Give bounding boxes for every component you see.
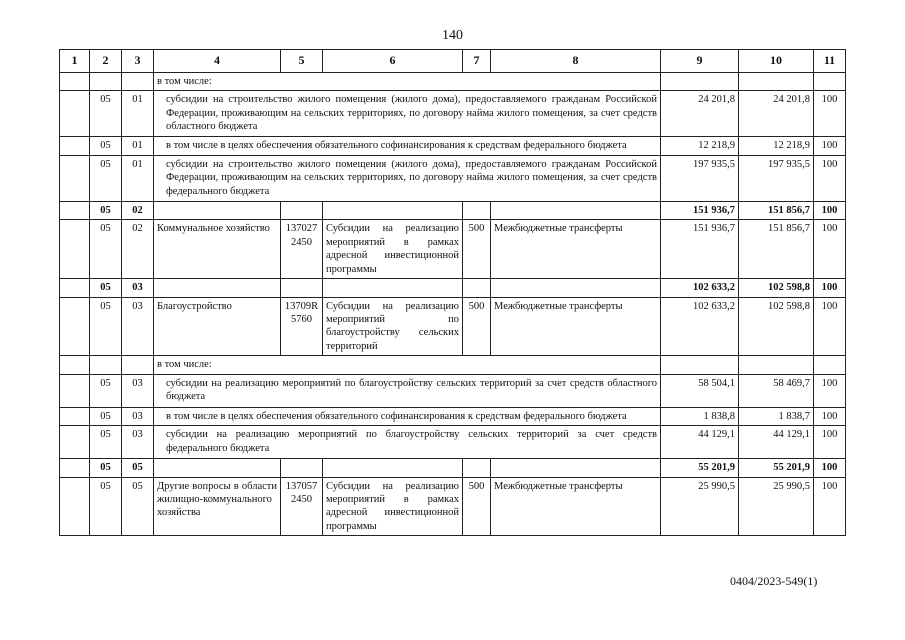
amount-col-10: 24 201,8	[739, 91, 814, 137]
amount-col-9: 12 218,9	[661, 137, 739, 155]
section-code: 05	[90, 477, 122, 536]
header-col-3: 3	[122, 50, 154, 73]
subsection-code: 01	[122, 137, 154, 155]
subsection-code: 03	[122, 426, 154, 459]
subsection-code: 02	[122, 220, 154, 279]
header-col-5: 5	[281, 50, 323, 73]
header-col-11: 11	[814, 50, 846, 73]
expense-type-code: 500	[463, 297, 491, 356]
section-code: 05	[90, 297, 122, 356]
header-col-2: 2	[90, 50, 122, 73]
header-row	[60, 50, 846, 73]
percent-col-11: 100	[814, 137, 846, 155]
percent-col-11: 100	[814, 220, 846, 279]
amount-col-10: 102 598,8	[739, 297, 814, 356]
note-text: в том числе:	[154, 356, 661, 374]
section-name: Другие вопросы в области жилищно-коммунального хозяйства	[154, 477, 281, 536]
table-row	[60, 220, 846, 279]
amount-col-10: 1 838,7	[739, 407, 814, 425]
amount-col-9: 1 838,8	[661, 407, 739, 425]
amount-col-10: 102 598,8	[739, 279, 814, 297]
header-col-9: 9	[661, 50, 739, 73]
percent-col-11: 100	[814, 91, 846, 137]
subtotal-row	[60, 279, 846, 297]
subsection-code: 03	[122, 279, 154, 297]
header-col-1: 1	[60, 50, 90, 73]
table-row	[60, 374, 846, 407]
amount-col-9: 55 201,9	[661, 459, 739, 477]
subsection-code: 03	[122, 374, 154, 407]
amount-col-10: 197 935,5	[739, 155, 814, 201]
amount-col-9: 24 201,8	[661, 91, 739, 137]
row-description: субсидии на строительство жилого помещения (жилого дома), предоставляемого гражданам Российской Федерации, проживающим на сельских территориях, по договору найма жилого помещения, за счет средств федерального бюджета	[154, 155, 661, 201]
subtotal-row	[60, 201, 846, 219]
amount-col-10: 44 129,1	[739, 426, 814, 459]
table-row	[60, 407, 846, 425]
section-code: 05	[90, 459, 122, 477]
row-description: субсидии на строительство жилого помещения (жилого дома), предоставляемого гражданам Российской Федерации, проживающим на сельских территориях, по договору найма жилого помещения, за счет средств областного бюджета	[154, 91, 661, 137]
section-code: 05	[90, 426, 122, 459]
percent-col-11: 100	[814, 407, 846, 425]
header-col-10: 10	[739, 50, 814, 73]
note-text: в том числе:	[154, 73, 661, 91]
subsection-code: 03	[122, 297, 154, 356]
amount-col-9: 58 504,1	[661, 374, 739, 407]
section-code: 05	[90, 201, 122, 219]
table-row	[60, 426, 846, 459]
table-row	[60, 91, 846, 137]
header-col-7: 7	[463, 50, 491, 73]
amount-col-10: 58 469,7	[739, 374, 814, 407]
section-code: 05	[90, 374, 122, 407]
budget-table	[59, 49, 846, 536]
section-name: Благоустройство	[154, 297, 281, 356]
target-code: 13709R 5760	[281, 297, 323, 356]
section-code: 05	[90, 137, 122, 155]
percent-col-11: 100	[814, 297, 846, 356]
percent-col-11: 100	[814, 201, 846, 219]
header-col-4: 4	[154, 50, 281, 73]
target-code: 137057 2450	[281, 477, 323, 536]
amount-col-10: 25 990,5	[739, 477, 814, 536]
subsection-code: 05	[122, 459, 154, 477]
percent-col-11: 100	[814, 459, 846, 477]
table-row	[60, 137, 846, 155]
percent-col-11: 100	[814, 279, 846, 297]
section-code: 05	[90, 279, 122, 297]
expense-description: Субсидии на реализацию мероприятий в рамках адресной инвестиционной программы	[323, 220, 463, 279]
row-description: в том числе в целях обеспечения обязательного софинансирования к средствам федерального бюджета	[154, 137, 661, 155]
table-row	[60, 73, 846, 91]
amount-col-9: 102 633,2	[661, 279, 739, 297]
amount-col-10: 151 856,7	[739, 220, 814, 279]
amount-col-10: 55 201,9	[739, 459, 814, 477]
row-description: в том числе в целях обеспечения обязательного софинансирования к средствам федерального бюджета	[154, 407, 661, 425]
percent-col-11: 100	[814, 426, 846, 459]
subsection-code: 01	[122, 91, 154, 137]
expense-type-name: Межбюджетные трансферты	[491, 477, 661, 536]
section-code: 05	[90, 155, 122, 201]
subsection-code: 02	[122, 201, 154, 219]
section-code: 05	[90, 91, 122, 137]
expense-type-name: Межбюджетные трансферты	[491, 297, 661, 356]
subsection-code: 05	[122, 477, 154, 536]
page-number: 140	[442, 28, 463, 43]
amount-col-9: 44 129,1	[661, 426, 739, 459]
row-description: субсидии на реализацию мероприятий по благоустройству сельских территорий за счет средств областного бюджета	[154, 374, 661, 407]
header-col-6: 6	[323, 50, 463, 73]
amount-col-9: 151 936,7	[661, 201, 739, 219]
section-name: Коммунальное хозяйство	[154, 220, 281, 279]
amount-col-10: 151 856,7	[739, 201, 814, 219]
table-row	[60, 155, 846, 201]
expense-type-name: Межбюджетные трансферты	[491, 220, 661, 279]
expense-description: Субсидии на реализацию мероприятий в рамках адресной инвестиционной программы	[323, 477, 463, 536]
table-row	[60, 297, 846, 356]
amount-col-9: 25 990,5	[661, 477, 739, 536]
section-code: 05	[90, 220, 122, 279]
amount-col-10: 12 218,9	[739, 137, 814, 155]
table-row	[60, 356, 846, 374]
expense-type-code: 500	[463, 477, 491, 536]
expense-description: Субсидии на реализацию мероприятий по благоустройству сельских территорий	[323, 297, 463, 356]
section-code: 05	[90, 407, 122, 425]
header-col-8: 8	[491, 50, 661, 73]
subsection-code: 03	[122, 407, 154, 425]
percent-col-11: 100	[814, 477, 846, 536]
amount-col-9: 102 633,2	[661, 297, 739, 356]
document-code: 0404/2023-549(1)	[730, 574, 818, 588]
amount-col-9: 197 935,5	[661, 155, 739, 201]
percent-col-11: 100	[814, 155, 846, 201]
amount-col-9: 151 936,7	[661, 220, 739, 279]
row-description: субсидии на реализацию мероприятий по благоустройству сельских территорий за счет средств федерального бюджета	[154, 426, 661, 459]
subsection-code: 01	[122, 155, 154, 201]
subtotal-row	[60, 459, 846, 477]
expense-type-code: 500	[463, 220, 491, 279]
target-code: 137027 2450	[281, 220, 323, 279]
percent-col-11: 100	[814, 374, 846, 407]
table-row	[60, 477, 846, 536]
